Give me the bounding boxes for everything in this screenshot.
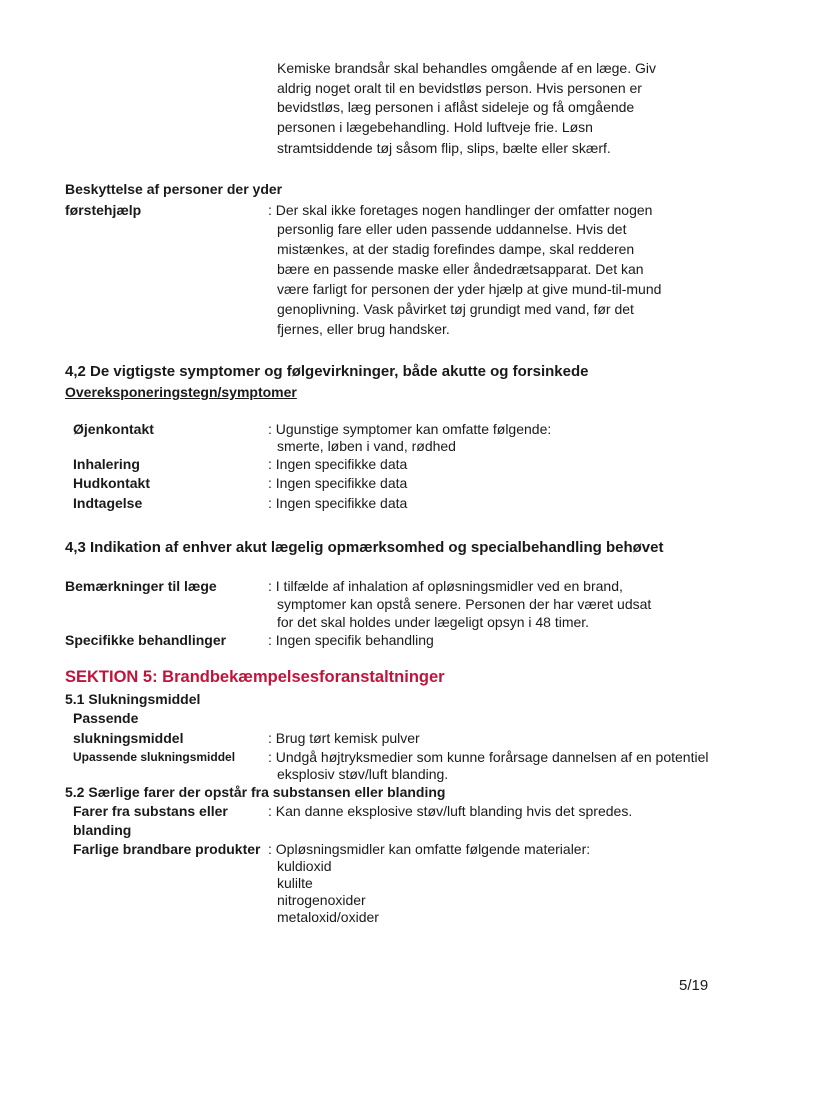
text-line: bevidstløs, læg personen i aflåst sideleje og få omgående xyxy=(277,99,635,115)
field-label: Farer fra substans eller xyxy=(73,803,228,819)
field-value: : Ingen specifikke data xyxy=(268,495,408,511)
field-label: førstehjælp xyxy=(65,202,142,218)
field-value: nitrogenoxider xyxy=(277,892,366,908)
field-value: : Der skal ikke foretages nogen handlinger der omfatter nogen xyxy=(268,202,653,218)
section-heading: 4,3 Indikation af enhver akut lægelig opmærksomhed og specialbehandling behøvet xyxy=(65,539,664,556)
field-label: Specifikke behandlinger xyxy=(65,632,227,648)
field-value: for det skal holdes under lægeligt opsyn i 48 timer. xyxy=(277,614,590,630)
field-value: metaloxid/oxider xyxy=(277,909,379,925)
page-number: 5/19 xyxy=(679,977,709,994)
field-label: Indtagelse xyxy=(73,495,143,511)
text-line: personen i lægebehandling. Hold luftveje frie. Løsn xyxy=(277,119,593,135)
field-label: Bemærkninger til læge xyxy=(65,578,217,594)
field-value: kuldioxid xyxy=(277,858,332,874)
field-value: genoplivning. Vask påvirket tøj grundigt med vand, før det xyxy=(277,301,634,317)
field-value: : Undgå højtryksmedier som kunne forårsage dannelsen af en potentiel xyxy=(268,749,709,765)
text-line: stramtsiddende tøj såsom flip, slips, bælte eller skærf. xyxy=(277,140,611,156)
field-label: Upassende slukningsmiddel xyxy=(73,750,236,764)
field-label: Farlige brandbare produkter xyxy=(73,841,261,857)
text-line: aldrig noget oralt til en bevidstløs person. Hvis personen er xyxy=(277,80,642,96)
subsection-heading: 5.1 Slukningsmiddel xyxy=(65,691,201,707)
field-value: : Brug tørt kemisk pulver xyxy=(268,730,420,746)
field-value: : Kan danne eksplosive støv/luft blanding hvis det spredes. xyxy=(268,803,633,819)
field-label: Øjenkontakt xyxy=(73,421,154,437)
field-value: kulilte xyxy=(277,875,313,891)
field-label: blanding xyxy=(73,822,132,838)
field-value: : I tilfælde af inhalation af opløsningsmidler ved en brand, xyxy=(268,578,623,594)
field-value: : Ingen specifikke data xyxy=(268,456,408,472)
subsection-heading: 5.2 Særlige farer der opstår fra substansen eller blanding xyxy=(65,784,446,800)
field-value: personlig fare eller uden passende uddannelse. Hvis det xyxy=(277,221,627,237)
field-value: symptomer kan opstå senere. Personen der har været udsat xyxy=(277,596,652,612)
field-value: fjernes, eller brug handsker. xyxy=(277,321,450,337)
field-value: smerte, løben i vand, rødhed xyxy=(277,438,456,454)
section-title: SEKTION 5: Brandbekæmpelsesforanstaltninger xyxy=(65,668,445,686)
field-label: Passende xyxy=(73,710,139,726)
section-heading: 4,2 De vigtigste symptomer og følgevirkninger, både akutte og forsinkede xyxy=(65,363,589,380)
field-value: : Opløsningsmidler kan omfatte følgende materialer: xyxy=(268,841,591,857)
field-value: bære en passende maske eller åndedrætsapparat. Det kan xyxy=(277,261,644,277)
field-label: Hudkontakt xyxy=(73,475,150,491)
field-label: Inhalering xyxy=(73,456,140,472)
field-value: : Ugunstige symptomer kan omfatte følgende: xyxy=(268,421,552,437)
text-line: Kemiske brandsår skal behandles omgående af en læge. Giv xyxy=(277,60,656,76)
field-value: være farligt for personen der yder hjælp at give mund-til-mund xyxy=(277,281,662,297)
field-value: eksplosiv støv/luft blanding. xyxy=(277,766,449,782)
field-value: : Ingen specifikke data xyxy=(268,475,408,491)
subheading: Overeksponeringstegn/symptomer xyxy=(65,384,297,400)
field-value: mistænkes, at der stadig forefindes dampe, skal redderen xyxy=(277,241,635,257)
field-value: : Ingen specifik behandling xyxy=(268,632,434,648)
field-label: slukningsmiddel xyxy=(73,730,184,746)
field-label: Beskyttelse af personer der yder xyxy=(65,181,283,197)
